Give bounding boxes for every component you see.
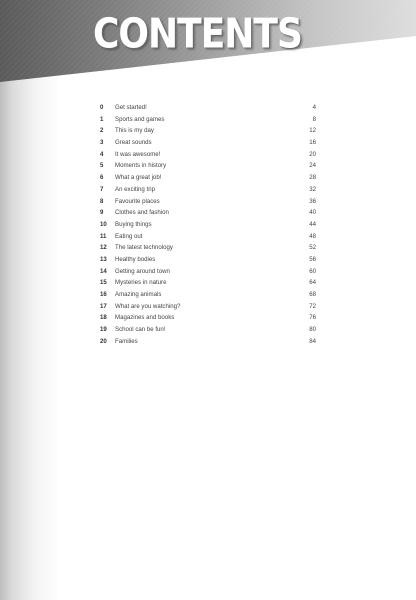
unit-title: Buying things: [115, 220, 152, 228]
page-number: 32: [309, 185, 316, 193]
page-number: 40: [309, 209, 316, 217]
page-number: 84: [309, 337, 316, 345]
page-number: 76: [309, 314, 316, 322]
toc-entry: [100, 256, 316, 268]
unit-number: 0: [100, 104, 104, 111]
unit-number: 6: [100, 174, 104, 182]
unit-title: Great sounds: [115, 139, 152, 147]
page-number: 44: [309, 220, 316, 228]
table-of-contents: [100, 104, 316, 349]
toc-entry: [100, 279, 316, 291]
toc-entry: [100, 127, 316, 139]
page-number: 4: [312, 104, 316, 111]
page-title: CONTENTS: [93, 10, 302, 58]
unit-number: 3: [100, 139, 104, 147]
unit-title: Sports and games: [115, 115, 165, 123]
page-number: 24: [309, 162, 316, 170]
unit-title: Amazing animals: [115, 291, 162, 298]
toc-entry: [100, 291, 316, 303]
page-number: 8: [312, 115, 316, 123]
unit-title: Eating out: [115, 232, 143, 240]
unit-number: 13: [100, 255, 107, 263]
toc-entry: [100, 338, 316, 350]
toc-entry: [100, 221, 316, 233]
unit-number: 11: [100, 232, 107, 240]
unit-title: Get started!: [115, 104, 147, 111]
unit-title: Healthy bodies: [115, 255, 156, 263]
page-number: 16: [309, 139, 316, 147]
toc-entry: [100, 314, 316, 326]
unit-number: 12: [100, 244, 107, 252]
unit-title: It was awesome!: [115, 150, 161, 158]
unit-title: This is my day: [115, 127, 154, 135]
unit-number: 7: [100, 185, 104, 193]
page-number: 52: [309, 244, 316, 252]
toc-entry: [100, 233, 316, 245]
toc-entry: [100, 186, 316, 198]
toc-entry: [100, 162, 316, 174]
toc-entry: [100, 151, 316, 163]
page-number: 72: [309, 302, 316, 310]
page-number: 28: [309, 174, 316, 182]
unit-number: 10: [100, 220, 107, 228]
page-number: 60: [309, 267, 316, 275]
unit-number: 1: [100, 115, 104, 123]
unit-number: 19: [100, 326, 107, 334]
unit-title: Moments in history: [115, 162, 167, 170]
unit-title: Favourite places: [115, 197, 160, 205]
unit-number: 8: [100, 197, 104, 205]
unit-title: Magazines and books: [115, 314, 175, 322]
unit-title: Families: [115, 337, 138, 345]
page-number: 80: [309, 326, 316, 334]
toc-entry: [100, 116, 316, 128]
unit-number: 5: [100, 162, 104, 170]
unit-number: 20: [100, 337, 107, 345]
toc-entry: [100, 139, 316, 151]
unit-title: An exciting trip: [115, 185, 155, 193]
unit-number: 4: [100, 150, 104, 158]
unit-title: What are you watching?: [115, 302, 181, 310]
page-number: 48: [309, 232, 316, 240]
unit-number: 18: [100, 314, 107, 322]
unit-number: 14: [100, 267, 107, 275]
toc-entry: [100, 209, 316, 221]
unit-number: 15: [100, 279, 107, 287]
toc-entry: [100, 326, 316, 338]
page-number: 68: [309, 291, 316, 298]
page-number: 12: [309, 127, 316, 135]
toc-entry: [100, 268, 316, 280]
unit-title: The latest technology: [115, 244, 173, 252]
toc-entry: [100, 303, 316, 315]
unit-title: School can be fun!: [115, 326, 166, 334]
toc-entry: [100, 244, 316, 256]
unit-number: 2: [100, 127, 104, 135]
unit-title: Clothes and fashion: [115, 209, 169, 217]
toc-entry: [100, 174, 316, 186]
page-number: 56: [309, 255, 316, 263]
unit-title: Mysteries in nature: [115, 279, 167, 287]
unit-title: What a great job!: [115, 174, 162, 182]
toc-entry: [100, 104, 316, 116]
unit-number: 16: [100, 291, 107, 298]
unit-number: 17: [100, 302, 107, 310]
page-number: 36: [309, 197, 316, 205]
page-number: 64: [309, 279, 316, 287]
unit-number: 9: [100, 209, 104, 217]
unit-title: Getting around town: [115, 267, 170, 275]
toc-entry: [100, 198, 316, 210]
page-number: 20: [309, 150, 316, 158]
